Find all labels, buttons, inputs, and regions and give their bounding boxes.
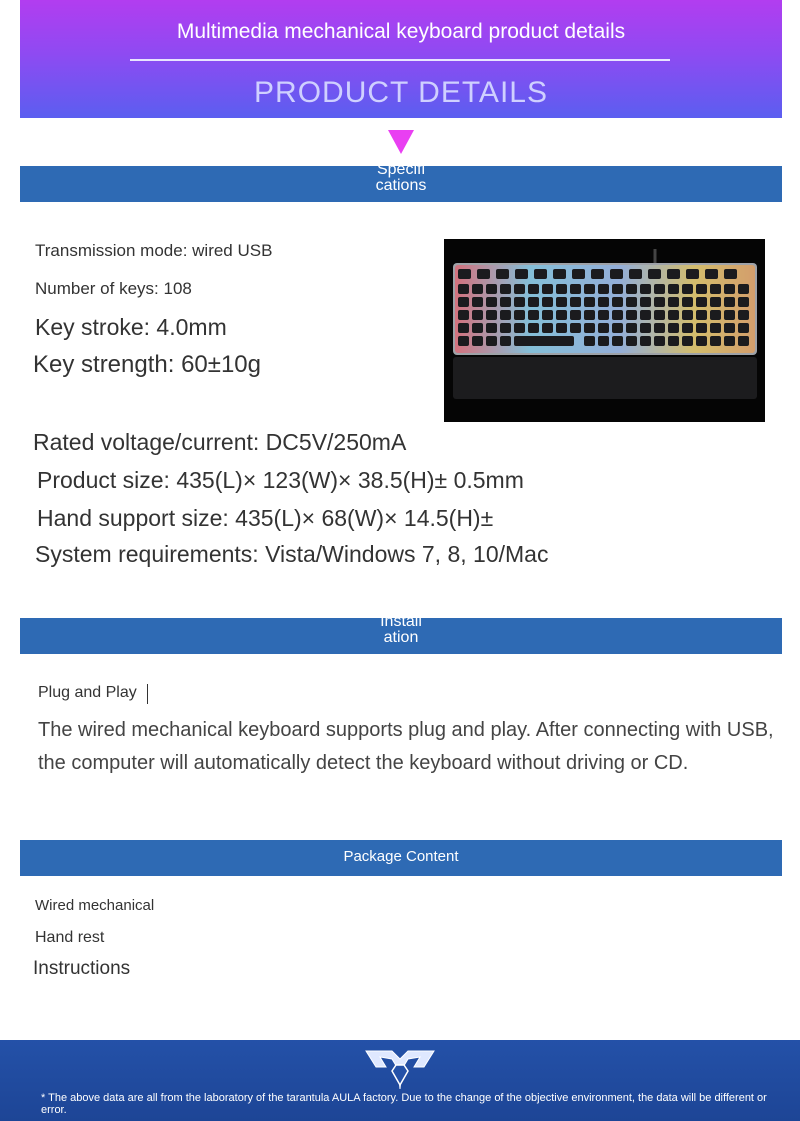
keycap xyxy=(696,336,707,346)
keycap xyxy=(500,284,511,294)
keycap xyxy=(696,297,707,307)
keycap xyxy=(738,323,749,333)
keycap xyxy=(682,297,693,307)
keyboard-photo xyxy=(444,239,765,422)
keycap xyxy=(534,269,547,279)
keycap xyxy=(654,323,665,333)
keycap xyxy=(542,310,553,320)
keycap xyxy=(528,323,539,333)
specifications-label-line1: Specifi xyxy=(376,161,426,178)
keycap xyxy=(654,297,665,307)
keycap xyxy=(556,284,567,294)
keycap xyxy=(724,336,735,346)
keycap xyxy=(724,323,735,333)
keycap xyxy=(696,323,707,333)
keycap xyxy=(486,336,497,346)
package-item-keyboard: Wired mechanical xyxy=(35,897,155,914)
spec-product-size: Product size: 435(L)× 123(W)× 38.5(H)± 0.5mm xyxy=(37,467,524,493)
keycap xyxy=(500,336,511,346)
keycap xyxy=(556,310,567,320)
keycap xyxy=(626,336,637,346)
keycap xyxy=(612,310,623,320)
keycap xyxy=(710,284,721,294)
keycap xyxy=(528,310,539,320)
keycap xyxy=(682,323,693,333)
spec-transmission: Transmission mode: wired USB xyxy=(35,241,273,260)
keycap xyxy=(458,336,469,346)
keycap xyxy=(710,310,721,320)
keycap xyxy=(570,297,581,307)
keycap xyxy=(654,284,665,294)
page-title: Multimedia mechanical keyboard product details xyxy=(176,20,626,43)
keycap xyxy=(682,310,693,320)
keycap xyxy=(696,310,707,320)
keycap xyxy=(598,323,609,333)
keycap xyxy=(710,297,721,307)
spec-key-strength: Key strength: 60±10g xyxy=(33,351,261,378)
keycap xyxy=(472,284,483,294)
installation-header xyxy=(20,613,782,654)
keycap xyxy=(514,310,525,320)
keycap xyxy=(514,284,525,294)
keycap xyxy=(514,323,525,333)
keycap xyxy=(556,323,567,333)
keycap xyxy=(626,297,637,307)
hero-banner xyxy=(20,0,782,118)
installation-label-line1: Install xyxy=(380,613,422,630)
keycap xyxy=(738,284,749,294)
keycap xyxy=(486,310,497,320)
keycap xyxy=(682,336,693,346)
keycap xyxy=(472,310,483,320)
keycap xyxy=(570,323,581,333)
keycap xyxy=(542,297,553,307)
keycap xyxy=(682,284,693,294)
keycap xyxy=(591,269,604,279)
keycap xyxy=(515,269,528,279)
keycap xyxy=(626,310,637,320)
keycap xyxy=(584,284,595,294)
page-subtitle: PRODUCT DETAILS xyxy=(254,76,548,109)
keycap xyxy=(738,310,749,320)
keycap xyxy=(640,310,651,320)
spec-key-stroke: Key stroke: 4.0mm xyxy=(35,314,227,340)
disclaimer-text: * The above data are all from the laboratory of the tarantula AULA factory. Due to the change of the objective environment, the data will be different or error. xyxy=(41,1092,767,1116)
keycap xyxy=(668,336,679,346)
spider-logo-icon xyxy=(362,1045,438,1093)
keycap xyxy=(542,323,553,333)
spec-hand-support-size: Hand support size: 435(L)× 68(W)× 14.5(H)± xyxy=(37,505,494,531)
package-item-instructions: Instructions xyxy=(33,958,131,979)
keycap xyxy=(528,297,539,307)
keycap xyxy=(667,269,680,279)
keycap xyxy=(626,323,637,333)
specifications-label-line2: cations xyxy=(375,177,427,194)
keycap xyxy=(458,310,469,320)
plug-and-play-description: The wired mechanical keyboard supports plug and play. After connecting with USB, the computer will automatically detect the keyboard without driving or CD. xyxy=(38,719,774,774)
keycap xyxy=(738,336,749,346)
keycap xyxy=(724,269,737,279)
keycap xyxy=(668,323,679,333)
keycap xyxy=(553,269,566,279)
keycap xyxy=(570,284,581,294)
keycap xyxy=(598,297,609,307)
keycap xyxy=(542,284,553,294)
keycap xyxy=(472,323,483,333)
keycap xyxy=(584,323,595,333)
spec-voltage: Rated voltage/current: DC5V/250mA xyxy=(33,429,407,455)
keycap xyxy=(724,284,735,294)
keycap xyxy=(477,269,490,279)
installation-label-line2: ation xyxy=(383,629,419,646)
keycap xyxy=(612,284,623,294)
keycap xyxy=(648,269,661,279)
keycap xyxy=(572,269,585,279)
keycap xyxy=(598,336,609,346)
keycap xyxy=(629,269,642,279)
keycap xyxy=(710,323,721,333)
keycap xyxy=(584,310,595,320)
keycap xyxy=(738,297,749,307)
keycap xyxy=(612,323,623,333)
keycap xyxy=(500,310,511,320)
down-arrow-icon xyxy=(388,130,414,154)
keycap xyxy=(584,336,595,346)
keycap xyxy=(528,284,539,294)
keycap xyxy=(710,336,721,346)
keycap xyxy=(496,269,509,279)
keycap xyxy=(640,336,651,346)
keycap xyxy=(612,336,623,346)
keycap xyxy=(626,284,637,294)
keycap xyxy=(570,310,581,320)
keycap xyxy=(458,323,469,333)
keycap xyxy=(640,297,651,307)
hand-rest xyxy=(453,357,757,399)
keycap xyxy=(458,297,469,307)
keycap xyxy=(514,297,525,307)
keycap xyxy=(472,336,483,346)
keycap xyxy=(668,297,679,307)
keycap xyxy=(556,297,567,307)
keycap xyxy=(724,297,735,307)
keycap xyxy=(610,269,623,279)
keycap xyxy=(486,284,497,294)
keycap xyxy=(668,310,679,320)
keycap xyxy=(486,323,497,333)
keycap xyxy=(668,284,679,294)
keycap xyxy=(598,310,609,320)
spec-keys: Number of keys: 108 xyxy=(35,279,192,298)
package-content-header: Package Content xyxy=(20,840,782,876)
keycap xyxy=(640,323,651,333)
keycap xyxy=(654,336,665,346)
specifications-header xyxy=(20,161,782,202)
keycap xyxy=(458,284,469,294)
spec-system-requirements: System requirements: Vista/Windows 7, 8, 10/Mac xyxy=(35,541,549,567)
text-caret xyxy=(147,684,148,704)
title-divider xyxy=(130,59,670,61)
keycap xyxy=(500,323,511,333)
keycap xyxy=(612,297,623,307)
keycap xyxy=(458,269,471,279)
plug-and-play-title: Plug and Play xyxy=(38,684,137,701)
package-item-hand-rest: Hand rest xyxy=(35,929,105,946)
keycap xyxy=(598,284,609,294)
keycap xyxy=(486,297,497,307)
keycap xyxy=(472,297,483,307)
keycap xyxy=(654,310,665,320)
keycap xyxy=(705,269,718,279)
keycap xyxy=(500,297,511,307)
keycap xyxy=(696,284,707,294)
keycap xyxy=(686,269,699,279)
keycap xyxy=(724,310,735,320)
keycap xyxy=(514,336,574,346)
keycap xyxy=(640,284,651,294)
keycap xyxy=(584,297,595,307)
